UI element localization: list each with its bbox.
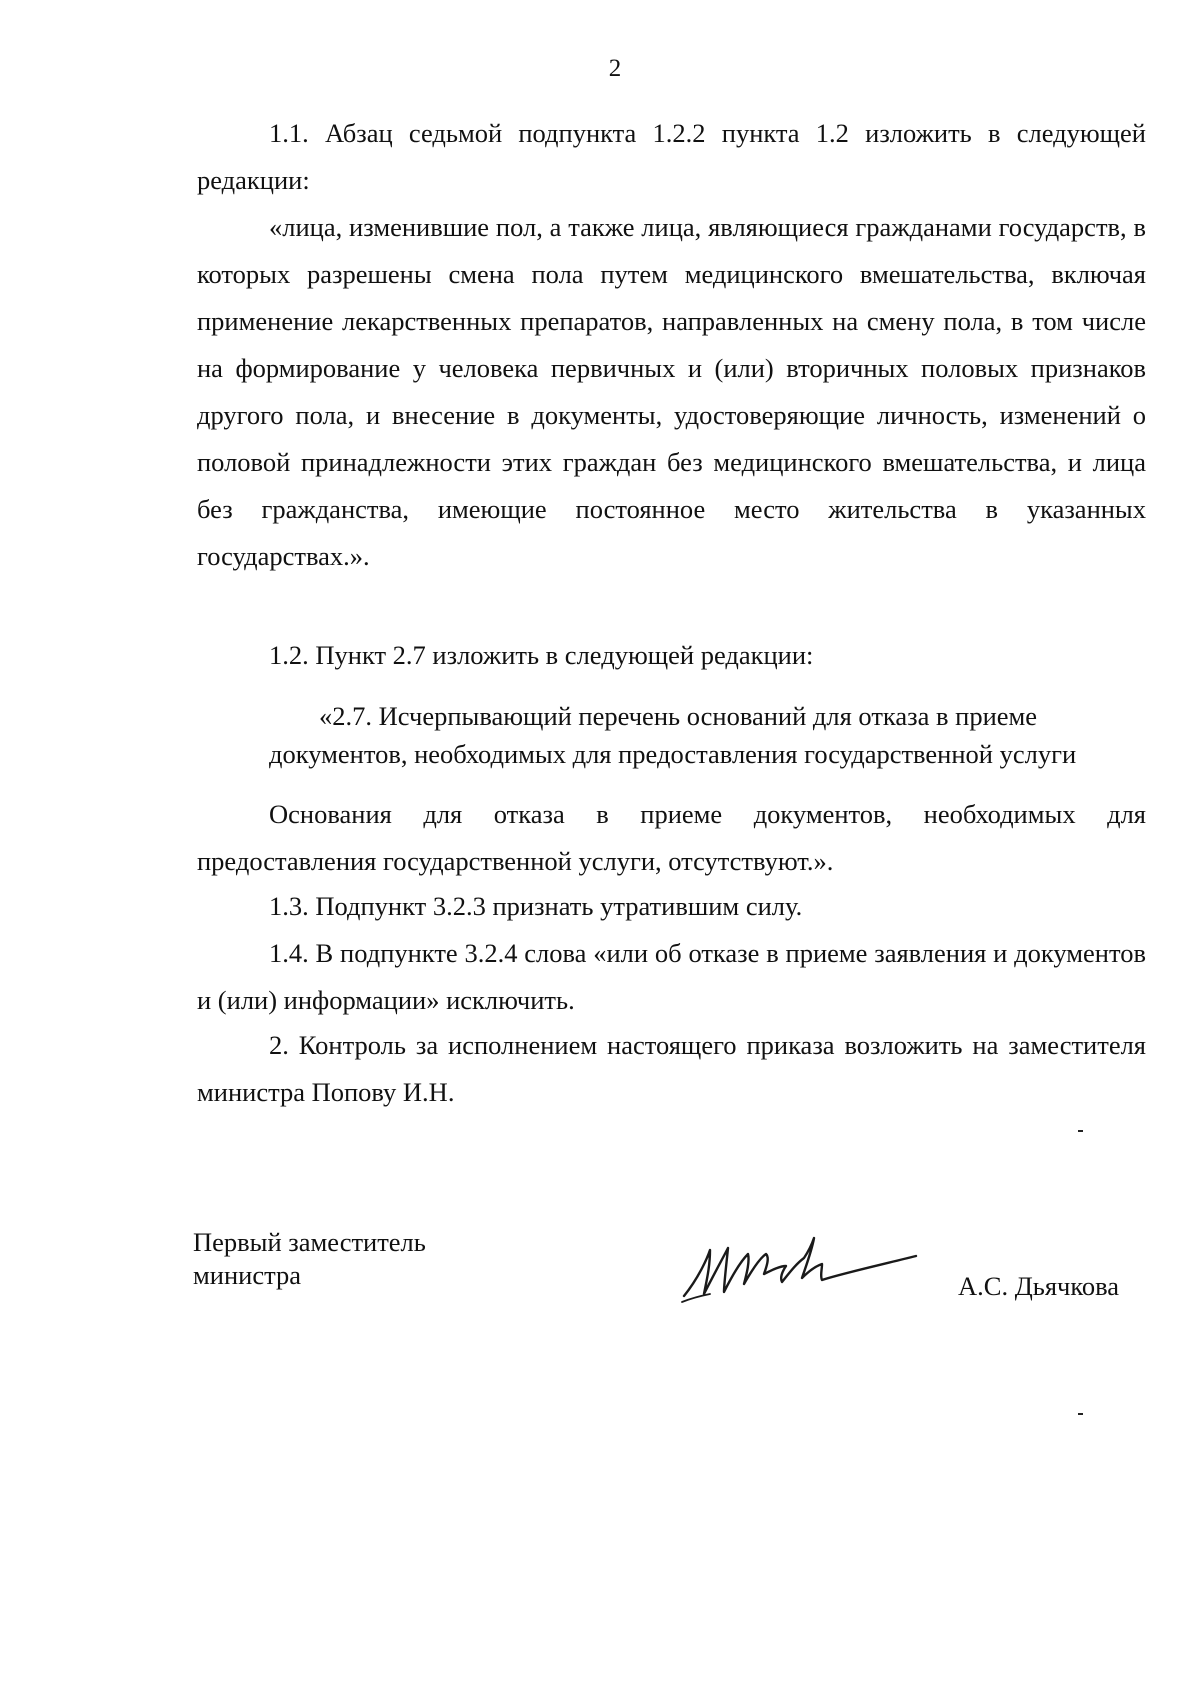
scan-mark — [1078, 1130, 1083, 1132]
scan-mark — [1078, 1413, 1083, 1415]
signatory-title-line: Первый заместитель — [193, 1227, 426, 1257]
page-number: 2 — [608, 55, 622, 82]
paragraph-1-2-body — [197, 791, 1146, 885]
paragraph-1-1-quote — [197, 204, 1146, 580]
paragraph-text: 1.1. Абзац седьмой подпункта 1.2.2 пункта 1.2 изложить в следующей редакции: — [197, 118, 1146, 195]
heading-line: документов, необходимых для предоставления государственной услуги — [269, 739, 1077, 769]
paragraph-1-1 — [197, 110, 1146, 204]
signatory-title-line: министра — [193, 1260, 301, 1290]
paragraph-text: «лица, изменившие пол, а также лица, являющиеся гражданами государств, в которых разрешены смена пола путем медицинского вмешательства, включая применение лекарственных препаратов, направленных на смену пола, в том числе на формирование у человека первичных и (или) вторичных половых признаков другого пола, и внесение в документы, удостоверяющие личность, изменений о половой принадлежности этих граждан без медицинского вмешательства, и лица без гражданства, имеющие постоянное место жительства в указанных государствах.». — [197, 212, 1146, 571]
heading-line: «2.7. Исчерпывающий перечень оснований для отказа в приеме — [319, 701, 1038, 731]
signatory-title — [193, 1226, 426, 1292]
quoted-section-heading — [269, 697, 1139, 773]
paragraph-text: Основания для отказа в приеме документов, необходимых для предоставления государственной услуги, отсутствуют.». — [197, 799, 1146, 876]
paragraph-2 — [197, 1022, 1146, 1116]
signatory-name: А.С. Дьячкова — [958, 1271, 1120, 1301]
paragraph-text: 1.3. Подпункт 3.2.3 признать утратившим силу. — [269, 891, 803, 921]
handwritten-signature — [680, 1228, 920, 1308]
paragraph-text: 1.2. Пункт 2.7 изложить в следующей редакции: — [269, 640, 814, 670]
paragraph-1-3 — [197, 883, 1146, 930]
paragraph-1-4 — [197, 930, 1146, 1024]
paragraph-1-2 — [197, 632, 1146, 679]
paragraph-text: 2. Контроль за исполнением настоящего приказа возложить на заместителя министра Попову И.Н. — [197, 1030, 1146, 1107]
paragraph-text: 1.4. В подпункте 3.2.4 слова «или об отказе в приеме заявления и документов и (или) информации» исключить. — [197, 938, 1146, 1015]
